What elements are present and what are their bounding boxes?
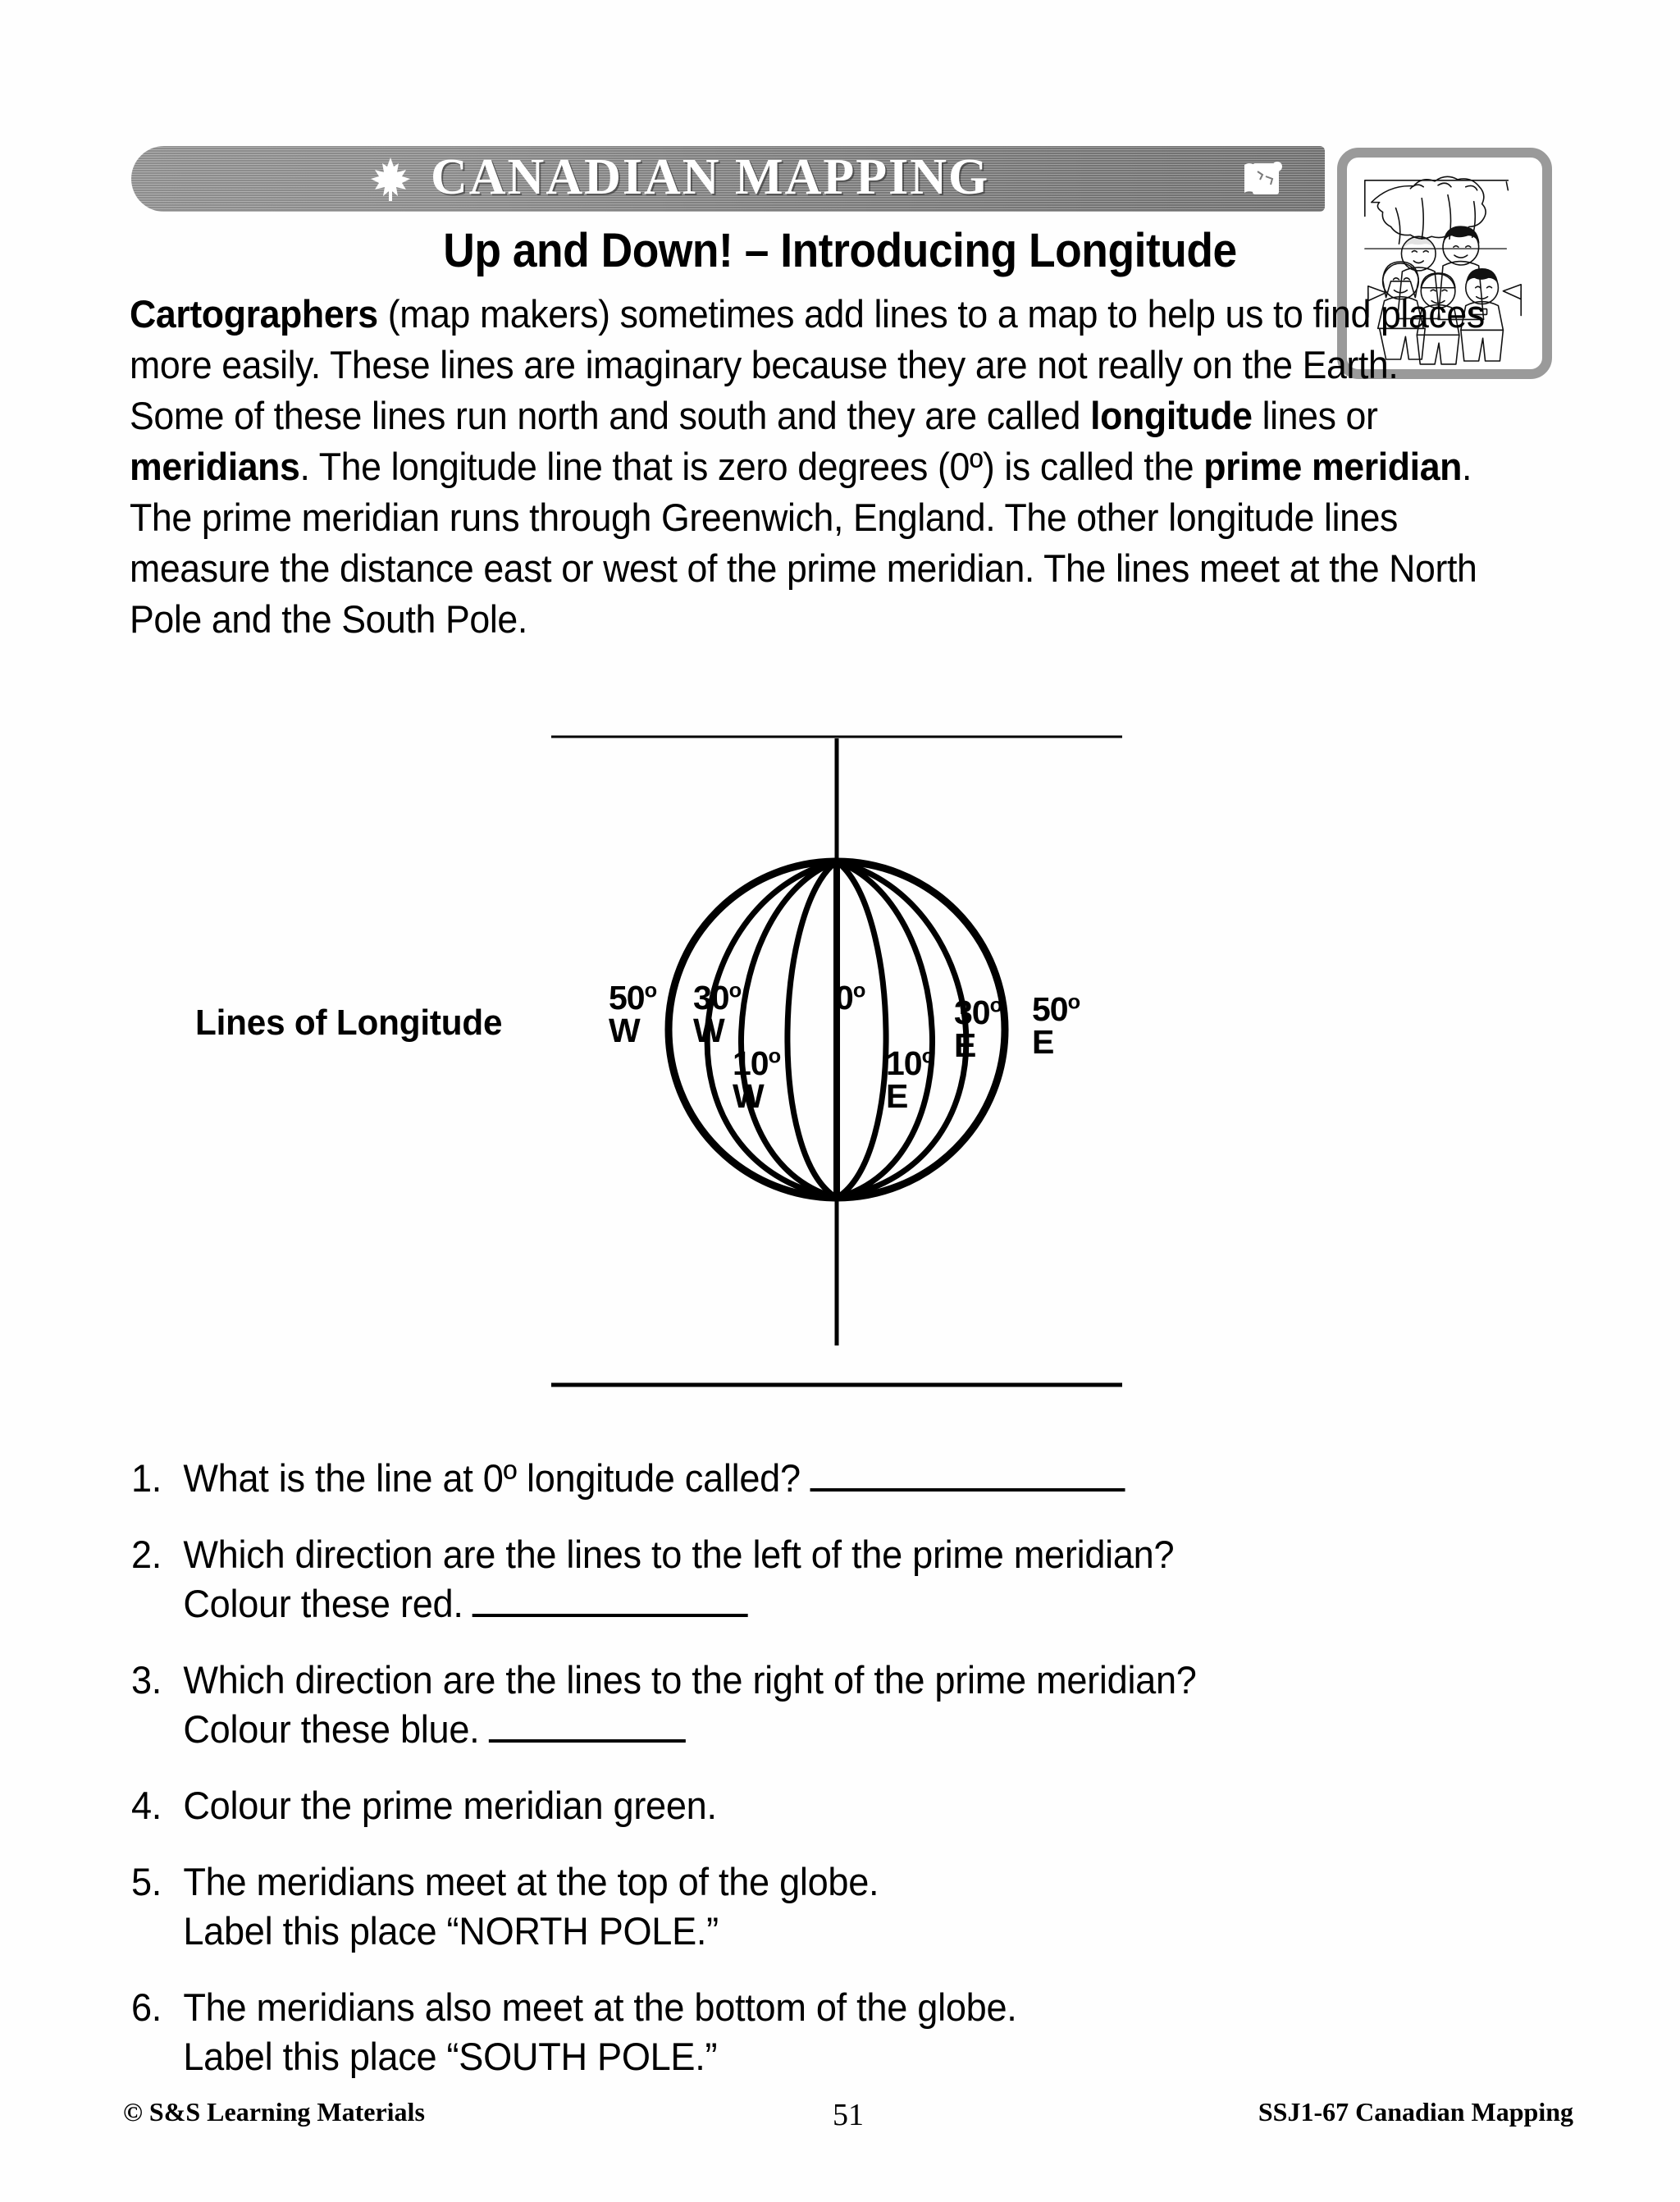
questions-list: [131, 1454, 1575, 2108]
intro-text-3: . The longitude line that is zero degrees (0º) is called the: [299, 445, 1204, 488]
intro-text-4: . The prime meridian runs through Greenwich, England. The other longitude lines measure the distance east or west of the prime meridian. The lines meet at the North Pole and the South Pole.: [130, 445, 1477, 641]
question-text: The meridians also meet at the bottom of the globe.: [183, 1985, 1017, 2029]
question-number: 6.: [131, 1985, 162, 2029]
question-body: [183, 1656, 1517, 1754]
answer-blank[interactable]: [489, 1706, 686, 1743]
meridian-30w: [741, 861, 837, 1198]
question-subtext: Colour these blue.: [183, 1707, 480, 1751]
map-scroll-icon: [1238, 160, 1287, 198]
question-5: [131, 1857, 1518, 1956]
question-text: Which direction are the lines to the right of the prime meridian?: [183, 1658, 1197, 1702]
meridian-label-10e: 10$^o$ E: [886, 1044, 934, 1115]
maple-leaf-icon: [369, 156, 412, 202]
question-line: [183, 1454, 1517, 1503]
diagram-caption: Lines of Longitude: [195, 1003, 503, 1043]
meridian-10e: [837, 861, 886, 1198]
question-3: [131, 1656, 1518, 1754]
meridian-label-50w: 50$^o$ W: [609, 979, 657, 1049]
question-text: Which direction are the lines to the left of the prime meridian?: [183, 1533, 1175, 1576]
intro-text-2: lines or: [1252, 394, 1378, 437]
question-line: [183, 1579, 1517, 1629]
banner-title: CANADIAN MAPPING: [431, 149, 990, 206]
question-body: [183, 1530, 1517, 1629]
meridian-label-30e: 30$^o$ E: [954, 994, 1002, 1064]
meridian-label-0: 0$^o$: [835, 979, 865, 1016]
question-number: 2.: [131, 1533, 162, 1576]
question-1: [131, 1454, 1518, 1503]
footer-copyright: © S&S Learning Materials: [123, 2097, 425, 2127]
question-number: 5.: [131, 1860, 162, 1903]
question-text: Colour the prime meridian green.: [183, 1784, 717, 1827]
answer-blank[interactable]: [810, 1455, 1125, 1492]
meridian-label-50e: 50$^o$ E: [1032, 990, 1080, 1061]
meridian-30e: [837, 861, 933, 1198]
intro-text-1: (map makers) sometimes add lines to a map to help us to find places more easily. These lines are imaginary because they are not really on the Earth. Some of these lines run north and south and they are called: [130, 292, 1485, 437]
question-text: What is the line at 0º longitude called?: [183, 1456, 801, 1500]
question-number: 1.: [131, 1456, 162, 1500]
page-footer: [123, 2097, 1573, 2132]
meridian-label-30w: 30$^o$ W: [693, 979, 742, 1049]
intro-bold-meridians: meridians: [130, 445, 300, 488]
question-number: 4.: [131, 1784, 162, 1827]
question-line: [183, 1705, 1517, 1754]
question-subtext: Colour these red.: [183, 1582, 463, 1625]
question-4: [131, 1781, 1518, 1830]
meridian-10w: [788, 861, 837, 1198]
intro-bold-prime-meridian: prime meridian: [1203, 445, 1463, 488]
question-body: [183, 1983, 1517, 2081]
intro-bold-longitude: longitude: [1090, 394, 1253, 437]
footer-product-code: SSJ1-67 Canadian Mapping: [1258, 2097, 1573, 2127]
page-number: 51: [833, 2098, 864, 2132]
header-banner: [131, 146, 1325, 212]
question-body: [183, 1781, 1517, 1830]
question-body: [183, 1857, 1517, 1956]
answer-blank[interactable]: [472, 1581, 748, 1617]
question-subtext: Label this place “SOUTH POLE.”: [183, 2035, 718, 2078]
meridian-50e: [837, 861, 966, 1198]
page-title: Up and Down! – Introducing Longitude: [443, 224, 1237, 277]
meridian-label-10w: 10$^o$ W: [733, 1044, 781, 1115]
question-2: [131, 1530, 1518, 1629]
question-subtext: Label this place “NORTH POLE.”: [183, 1909, 719, 1953]
intro-bold-cartographers: Cartographers: [130, 292, 378, 336]
question-6: [131, 1983, 1518, 2081]
question-text: The meridians meet at the top of the globe.: [183, 1860, 879, 1903]
banner-bar: [131, 146, 1325, 212]
question-body: [183, 1454, 1517, 1503]
intro-paragraph: [130, 289, 1486, 645]
question-number: 3.: [131, 1658, 162, 1702]
